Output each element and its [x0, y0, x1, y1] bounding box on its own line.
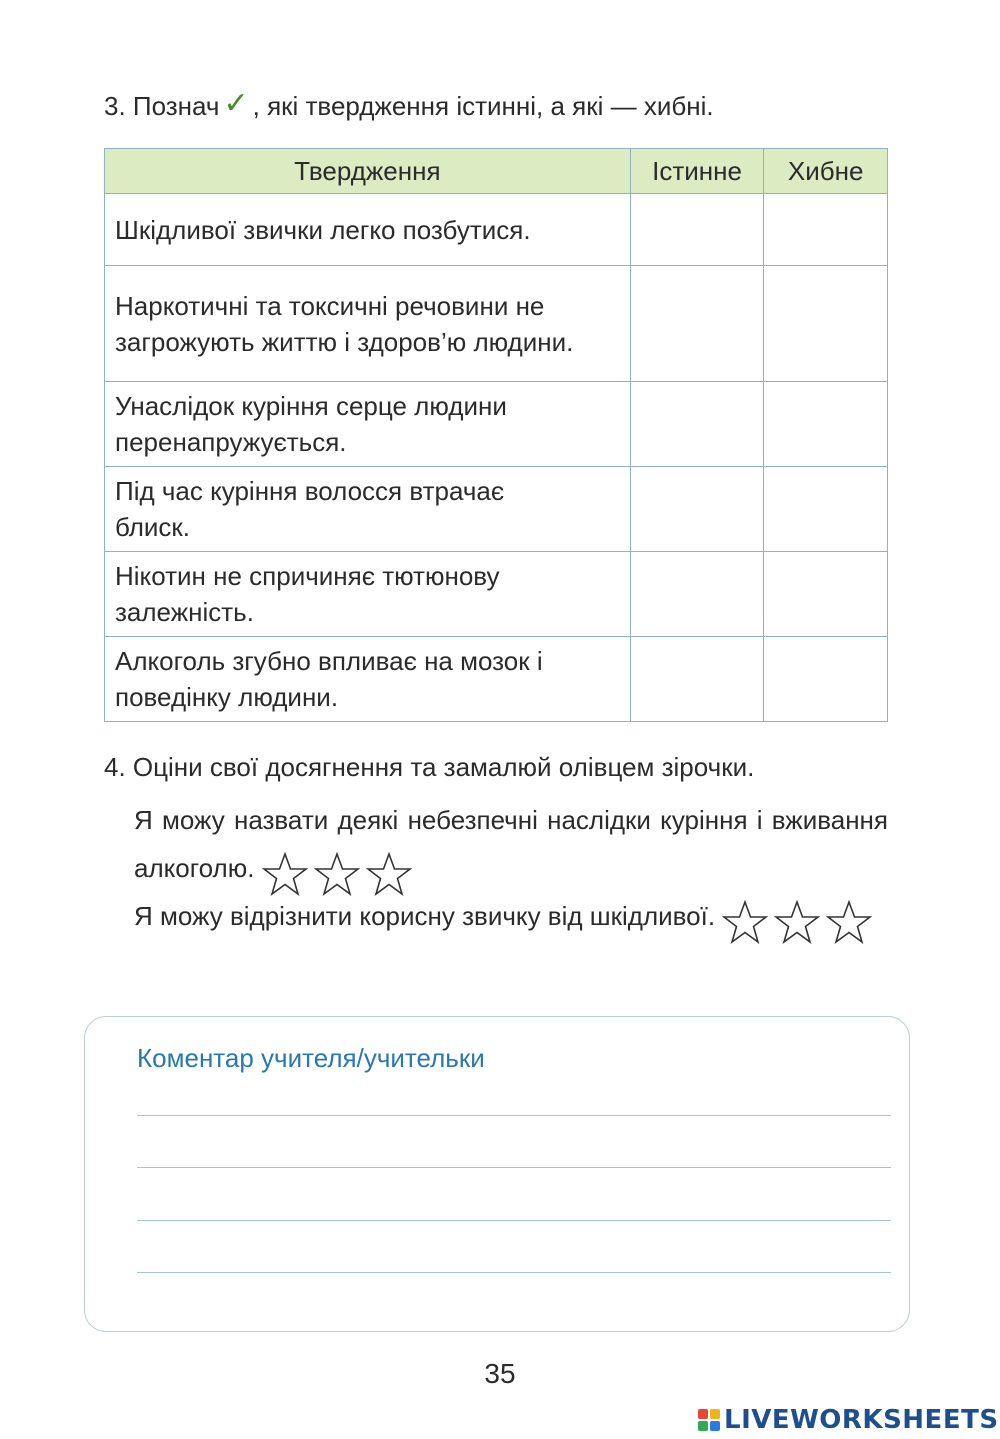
logo-blocks-icon [698, 1409, 720, 1431]
star-icon[interactable] [314, 852, 360, 896]
table-row [105, 637, 888, 722]
comment-line[interactable] [137, 1167, 891, 1168]
statement-text [105, 266, 631, 382]
comment-line[interactable] [137, 1115, 891, 1116]
false-answer-cell[interactable] [764, 552, 888, 637]
statement-text [105, 382, 631, 467]
false-answer-cell[interactable] [764, 637, 888, 722]
table-row [105, 382, 888, 467]
star-icon[interactable] [722, 900, 768, 944]
true-answer-cell[interactable] [630, 467, 764, 552]
achievement-1 [134, 796, 888, 896]
teacher-comment-box [84, 1016, 910, 1332]
statement-text-wrap: Алкоголь згубно впливає на мозок і поведінку людини. [115, 646, 543, 712]
false-answer-cell[interactable] [764, 194, 888, 266]
statement-text-wrap: Унаслідок куріння серце людини перенапружується. [115, 391, 507, 457]
achievement-text: Я можу відрізнити корисну звичку від шкідливої. [134, 901, 716, 931]
star-icon[interactable] [826, 900, 872, 944]
statement-text-wrap: Наркотичні та токсичні речовини не загрожують життю і здоров’ю людини. [115, 290, 574, 357]
logo-text: LIVEWORKSHEETS [724, 1405, 999, 1435]
liveworksheets-logo [698, 1405, 999, 1435]
table-row [105, 467, 888, 552]
statement-text [105, 552, 631, 637]
statement-text-wrap: Під час куріння волосся втрачає блиск. [115, 476, 505, 542]
table-row [105, 266, 888, 382]
statement-text: Шкідливої звички легко позбутися. [105, 194, 631, 266]
star-rating [722, 896, 878, 944]
true-answer-cell[interactable] [630, 637, 764, 722]
header-true: Істинне [630, 149, 764, 194]
task4-title: 4. Оціни свої досягнення та замалюй олівцем зірочки. [104, 752, 755, 782]
star-icon[interactable] [774, 900, 820, 944]
header-false: Хибне [764, 149, 888, 194]
comment-line[interactable] [137, 1272, 891, 1273]
header-statement: Твердження [105, 149, 631, 194]
task3-title [104, 86, 714, 122]
checkmark-icon: ✓ [223, 87, 249, 120]
comment-title: Коментар учителя/учительки [137, 1043, 485, 1073]
false-answer-cell[interactable] [764, 266, 888, 382]
table-header-row [105, 149, 888, 194]
statements-table [104, 148, 888, 722]
task3-suffix: , які твердження істинні, а які — хибні. [252, 91, 714, 121]
table-row [105, 552, 888, 637]
comment-line[interactable] [137, 1220, 891, 1221]
table-row [105, 194, 888, 266]
page-number: 35 [484, 1358, 516, 1389]
star-icon[interactable] [366, 852, 412, 896]
true-answer-cell[interactable] [630, 382, 764, 467]
true-answer-cell[interactable] [630, 552, 764, 637]
true-answer-cell[interactable] [630, 266, 764, 382]
statement-text-wrap: Нікотин не спричиняє тютюнову залежність. [115, 561, 500, 627]
achievement-2 [134, 892, 888, 944]
star-icon[interactable] [262, 852, 308, 896]
false-answer-cell[interactable] [764, 467, 888, 552]
achievement-text: Я можу назвати деякі небезпечні наслідки куріння і вживання алкоголю. [134, 805, 888, 883]
task3-prefix: 3. Познач [104, 91, 220, 121]
statement-text [105, 637, 631, 722]
star-rating [262, 848, 418, 896]
false-answer-cell[interactable] [764, 382, 888, 467]
statement-text [105, 467, 631, 552]
true-answer-cell[interactable] [630, 194, 764, 266]
